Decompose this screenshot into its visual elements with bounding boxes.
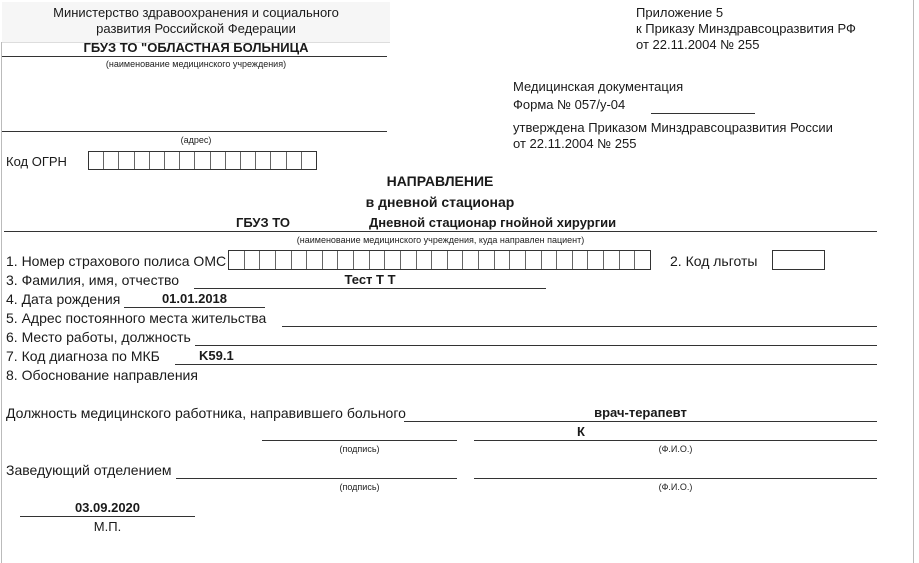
stamp-label: М.П. — [93, 519, 122, 534]
birth-underline — [124, 307, 265, 308]
signature-caption-1: (подпись) — [339, 444, 380, 454]
diag-value: K59.1 — [199, 348, 234, 363]
fio-value: К — [577, 424, 585, 439]
institution-caption: (наименование медицинского учреждения) — [105, 59, 287, 69]
date-value: 03.09.2020 — [74, 500, 141, 515]
ogrn-cells — [88, 151, 317, 170]
med-doc-label: Медицинская документация — [513, 79, 684, 94]
dest-underline — [4, 231, 877, 232]
policy-cells — [228, 250, 651, 270]
birth-value: 01.01.2018 — [161, 291, 228, 306]
position-underline — [404, 421, 877, 422]
reason-label: 8. Обоснование направления — [6, 367, 198, 383]
benefit-label: 2. Код льготы — [670, 253, 758, 269]
signature-caption-2: (подпись) — [339, 482, 380, 492]
address-label: 5. Адрес постоянного места жительства — [6, 310, 267, 326]
benefit-box — [772, 250, 825, 270]
diag-underline — [175, 364, 877, 365]
name-value: Тест Т Т — [344, 272, 396, 287]
name-label: 3. Фамилия, имя, отчество — [6, 272, 180, 288]
doc-subtitle: в дневной стационар — [365, 194, 515, 210]
dest-department: Дневной стационар гнойной хирургии — [369, 215, 617, 230]
appendix-line3: от 22.11.2004 № 255 — [636, 37, 760, 52]
left-border — [1, 42, 2, 563]
appendix-line2: к Приказу Минздравсоцразвития РФ — [636, 21, 856, 36]
dest-institution: ГБУЗ ТО — [236, 215, 290, 230]
date-underline — [20, 516, 195, 517]
ministry-line1: Министерство здравоохранения и социального — [53, 5, 339, 20]
address-caption: (адрес) — [180, 135, 212, 145]
institution-underline — [2, 56, 387, 57]
signature-line-1 — [262, 440, 457, 441]
fio-line-1 — [474, 440, 877, 441]
work-label: 6. Место работы, должность — [6, 329, 191, 345]
fio-caption-1: (Ф.И.О.) — [658, 444, 693, 454]
ogrn-label: Код ОГРН — [6, 154, 67, 169]
diag-label: 7. Код диагноза по МКБ — [6, 348, 160, 364]
birth-label: 4. Дата рождения — [6, 291, 121, 307]
appendix-line1: Приложение 5 — [636, 5, 724, 20]
head-label: Заведующий отделением — [6, 462, 172, 478]
approved-line1: утверждена Приказом Минздравсоцразвития России — [513, 120, 833, 135]
form-number-line — [651, 113, 755, 114]
policy-label: 1. Номер страхового полиса ОМС — [6, 253, 227, 269]
address-underline — [2, 131, 387, 132]
work-underline — [195, 345, 877, 346]
ministry-line2: развития Российской Федерации — [96, 21, 296, 36]
right-border — [913, 0, 914, 563]
fio-line-2 — [474, 478, 877, 479]
name-underline — [194, 288, 546, 289]
position-label: Должность медицинского работника, направившего больного — [6, 405, 406, 421]
doc-title: НАПРАВЛЕНИЕ — [386, 173, 494, 189]
dest-caption: (наименование медицинского учреждения, куда направлен пациент) — [296, 235, 585, 245]
position-value: врач-терапевт — [594, 405, 687, 420]
institution-name: ГБУЗ ТО "ОБЛАСТНАЯ БОЛЬНИЦА — [83, 40, 309, 55]
approved-line2: от 22.11.2004 № 255 — [513, 136, 637, 151]
fio-caption-2: (Ф.И.О.) — [658, 482, 693, 492]
signature-line-2 — [176, 478, 457, 479]
form-number: Форма № 057/у-04 — [513, 97, 626, 112]
address-underline-field — [282, 326, 877, 327]
